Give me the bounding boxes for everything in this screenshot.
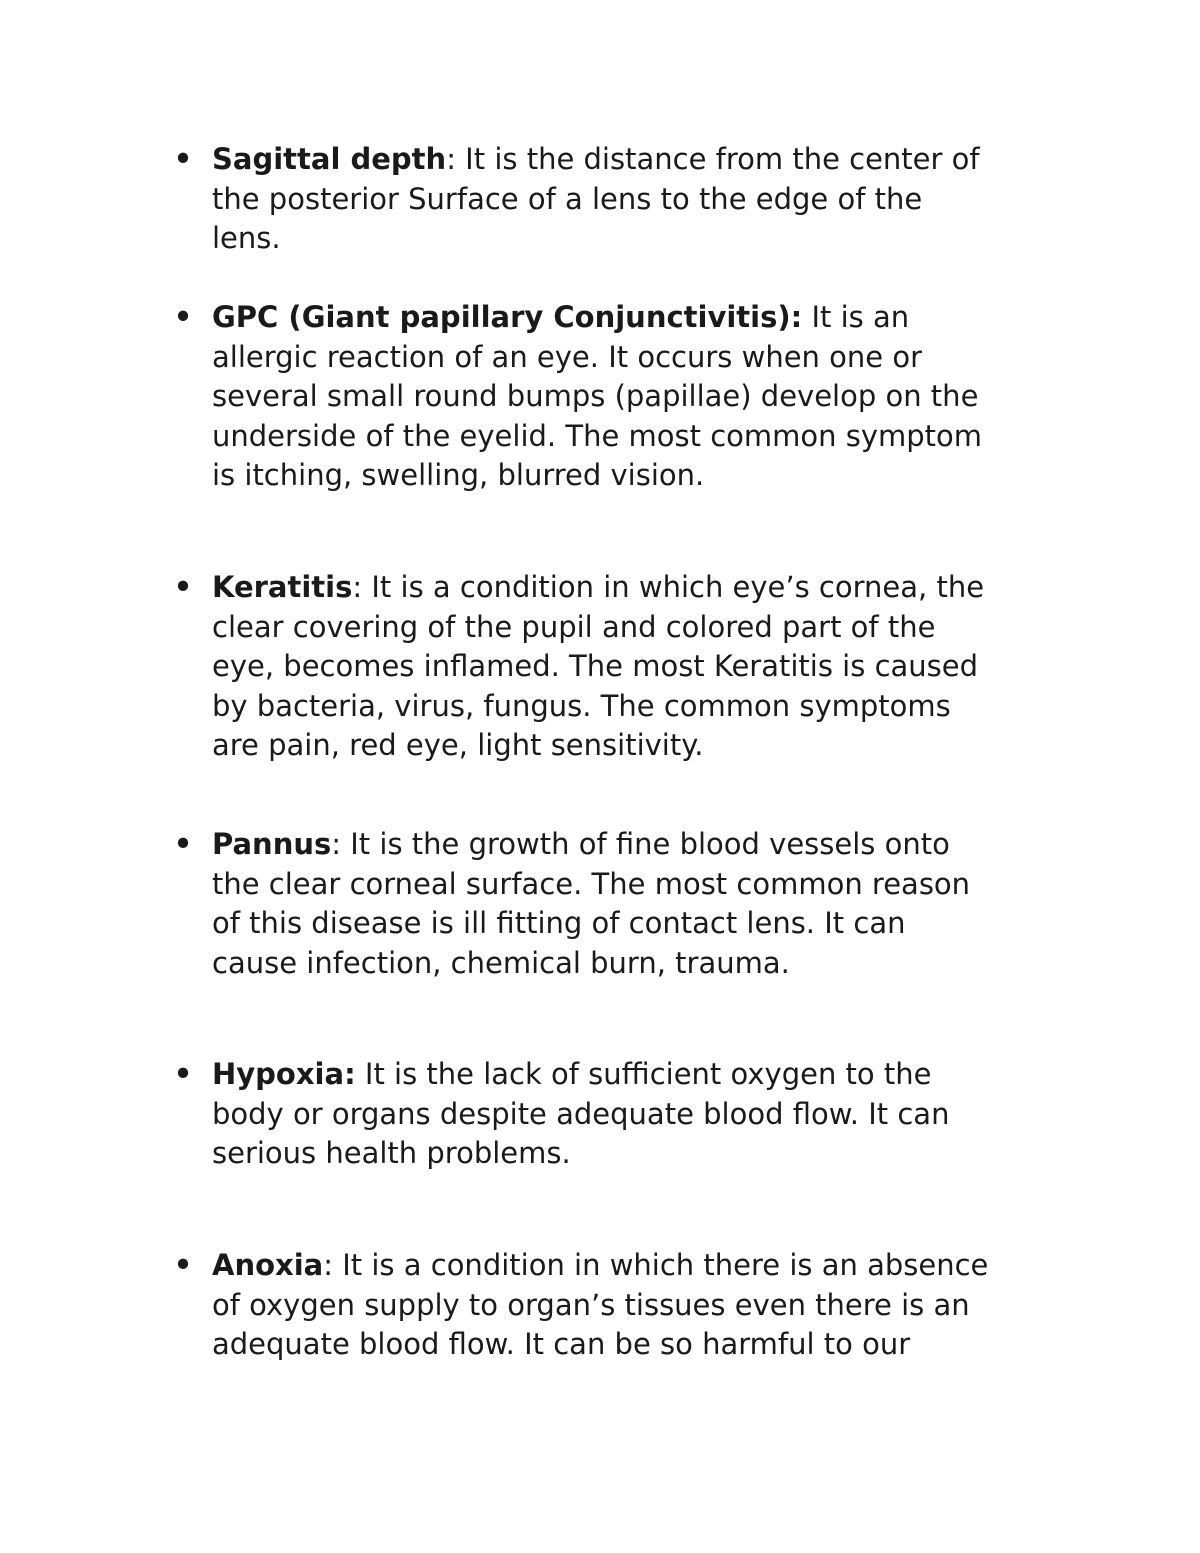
list-item-hypoxia [173,1055,1072,1174]
item-line [212,568,1072,608]
item-line [212,1246,1072,1286]
definition-text: It is the growth of fine blood vessels onto [341,827,950,861]
term-separator: : [446,142,456,176]
bullet-icon: • [173,142,193,176]
definition-line: lens. [212,221,281,256]
definition-line: clear covering of the pupil and colored part of the [212,609,936,644]
list-item-sagittal-depth [173,140,1072,259]
definition-line: underside of the eyelid. The most common symptom [212,418,983,453]
term-separator: : [352,570,363,604]
definition-text: It is the distance from the center of [455,142,980,176]
item-line [212,1055,1072,1095]
definition-line: the clear corneal surface. The most common reason [212,866,971,901]
definition-line: are pain, red eye, light sensitivity. [212,728,704,763]
term-separator: : [323,1248,334,1282]
definition-line: allergic reaction of an eye. It occurs when one or [212,339,922,374]
list-item-gpc [173,298,1072,496]
bullet-icon: • [173,1248,193,1282]
list-item-pannus [173,825,1072,983]
definition-line: the posterior Surface of a lens to the edge of the [212,181,923,216]
bullet-icon: • [173,570,193,604]
item-line [212,298,1072,338]
definition-line: eye, becomes inflamed. The most Keratitis is caused [212,649,979,684]
term-heading: GPC (Giant papillary Conjunctivitis): [212,300,803,334]
item-line [212,825,1072,865]
term-heading: Hypoxia: [212,1057,356,1091]
bullet-icon: • [173,827,193,861]
definition-line: of oxygen supply to organ’s tissues even there is an [212,1287,970,1322]
term-separator: : [331,827,342,861]
term-heading: Keratitis [212,570,353,604]
item-line [212,140,1072,180]
definition-line: cause infection, chemical burn, trauma. [212,945,790,980]
definition-line: adequate blood flow. It can be so harmful to our [212,1327,911,1362]
term-heading: Sagittal depth [212,142,447,176]
term-heading: Pannus [212,827,332,861]
bullet-icon: • [173,1057,193,1091]
list-item-anoxia [173,1246,1072,1365]
definition-line: of this disease is ill fitting of contact lens. It can [212,906,906,941]
term-heading: Anoxia [212,1248,324,1282]
definition-text: It is a condition in which eye’s cornea, the [362,570,985,604]
definition-line: body or organs despite adequate blood flow. It can [212,1096,950,1131]
definition-text: It is an [802,300,910,334]
definition-line: several small round bumps (papillae) develop on the [212,379,979,414]
bullet-icon: • [173,300,193,334]
definition-text: It is the lack of sufficient oxygen to the [355,1057,932,1091]
definition-text: It is a condition in which there is an absence [333,1248,989,1282]
list-item-keratitis [173,568,1072,766]
definition-line: is itching, swelling, blurred vision. [212,458,705,493]
definition-line: by bacteria, virus, fungus. The common symptoms [212,688,951,723]
definition-line: serious health problems. [212,1136,571,1171]
